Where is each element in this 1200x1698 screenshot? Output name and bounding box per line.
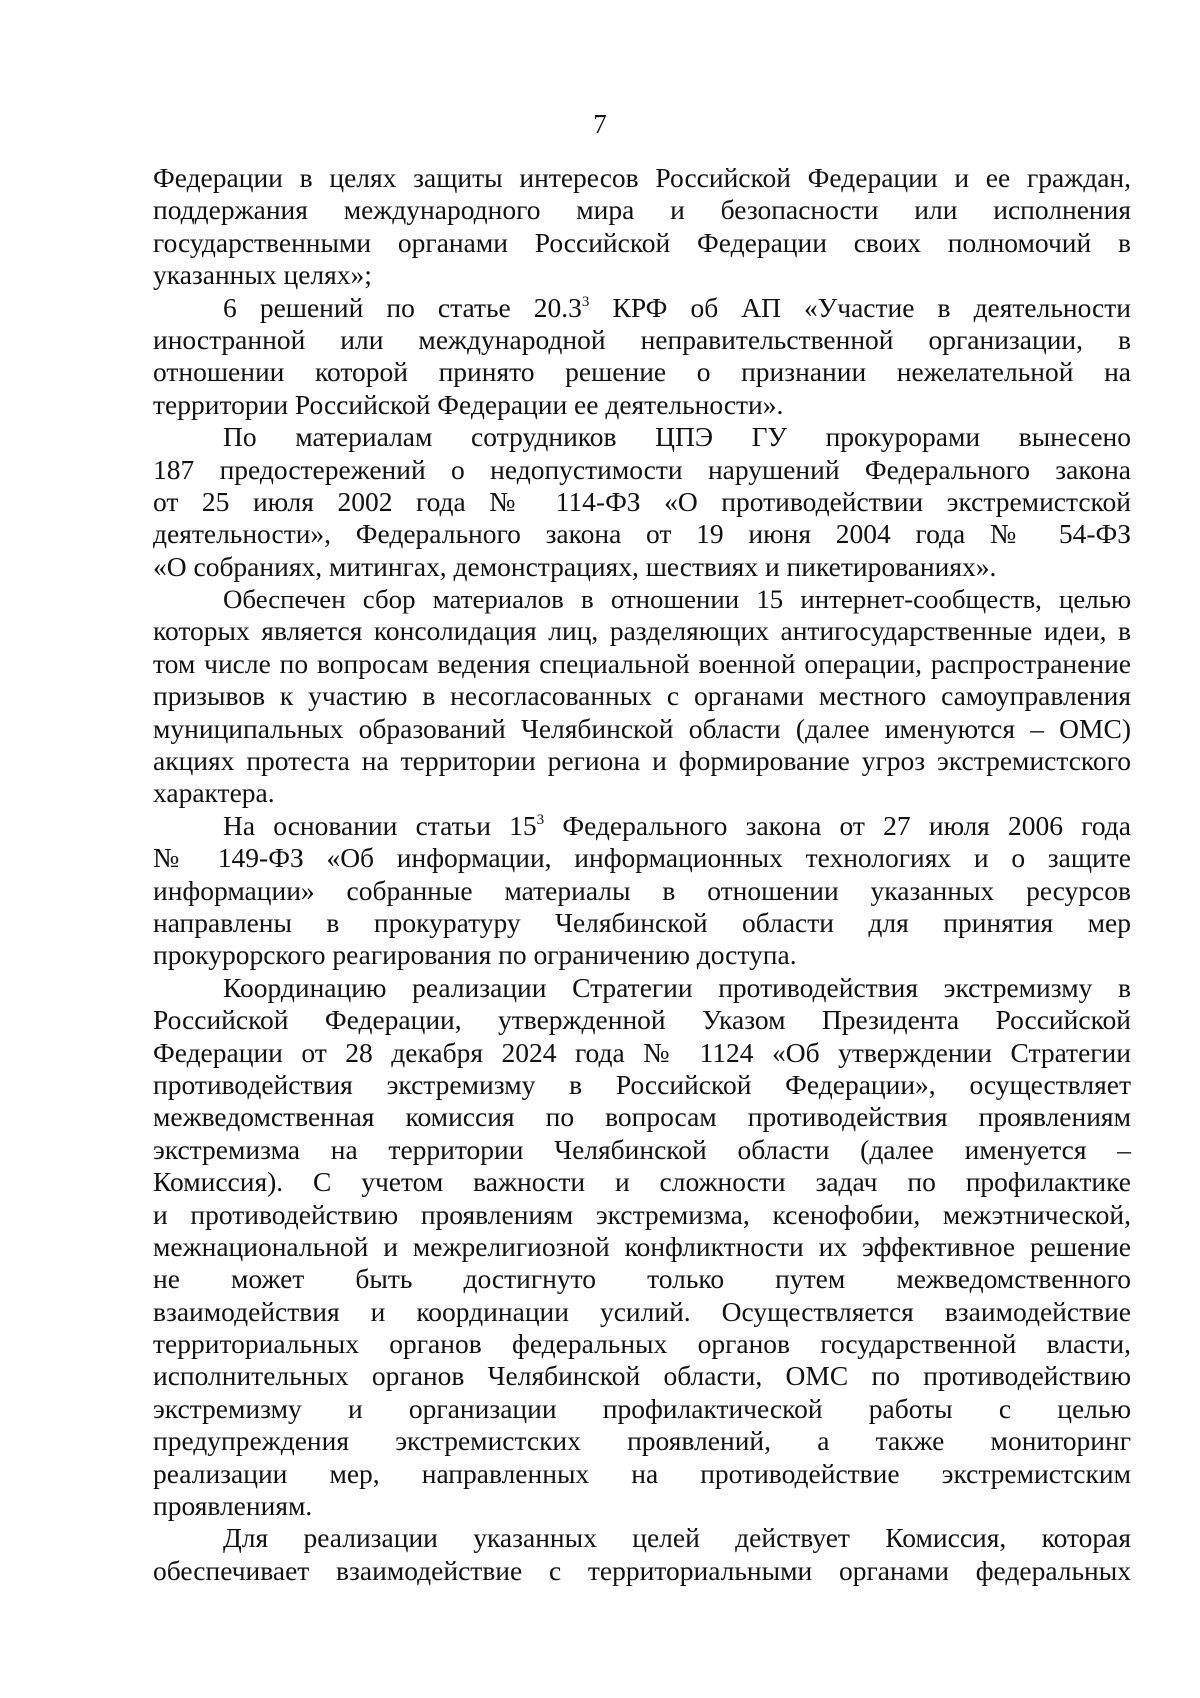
text-line: реализации мер, направленных на противодействие экстремистским xyxy=(153,1457,1131,1489)
text-line: направлены в прокуратуру Челябинской области для принятия мер xyxy=(153,906,1131,938)
text-line: Обеспечен сбор материалов в отношении 15 интернет-сообществ, целью xyxy=(223,584,1131,615)
text-line: отношении которой принято решение о признании нежелательной на xyxy=(153,356,1131,388)
text-line: призывов к участию в несогласованных с органами местного самоуправления xyxy=(153,680,1131,712)
text-line: экстремизма на территории Челябинской области (далее именуется – xyxy=(153,1133,1131,1165)
text-line: Федерации от 28 декабря 2024 года № 1124 «Об утверждении Стратегии xyxy=(153,1036,1131,1068)
text-line: 187 предостережений о недопустимости нарушений Федерального закона xyxy=(153,453,1131,485)
text-line: межнациональной и межрелигиозной конфликтности их эффективное решение xyxy=(153,1230,1131,1262)
document-body xyxy=(153,162,1131,1587)
text-line: территориальных органов федеральных органов государственной власти, xyxy=(153,1328,1131,1360)
superscript: 3 xyxy=(536,811,545,828)
page-number: 7 xyxy=(593,109,607,139)
text-line: проявлениям. xyxy=(153,1490,313,1522)
text-line: исполнительных органов Челябинской области, ОМС по противодействию xyxy=(153,1360,1131,1392)
text-line: «О собраниях, митингах, демонстрациях, шествиях и пикетированиях». xyxy=(153,550,997,582)
text-line: Комиссия). С учетом важности и сложности задач по профилактике xyxy=(153,1166,1131,1198)
text-line: На основании статьи $15^3$ Федерального закона от 27 июля 2006 года xyxy=(223,809,1131,841)
text-line: 6 решений по статье 20.3$^3$ КРФ об АП «Участие в деятельности xyxy=(223,291,1131,323)
text-line: Для реализации указанных целей действует Комиссия, которая xyxy=(223,1522,1131,1554)
text-line: поддержания международного мира и безопасности или исполнения xyxy=(153,194,1131,226)
text-line: прокурорского реагирования по ограничению доступа. xyxy=(153,939,797,971)
text-line: № 149-ФЗ «Об информации, информационных технологиях и о защите xyxy=(153,842,1131,874)
text-line: том числе по вопросам ведения специальной военной операции, распространение xyxy=(153,647,1131,679)
text-line: и противодействию проявлениям экстремизма, ксенофобии, межэтнической, xyxy=(153,1198,1131,1230)
text-line: указанных целях»; xyxy=(153,259,372,291)
text-line: экстремизму и организации профилактической работы с целью xyxy=(153,1392,1131,1424)
text-line: противодействия экстремизму в Российской Федерации», осуществляет xyxy=(153,1068,1131,1100)
text-line: характера. xyxy=(153,777,275,809)
text-line: Российской Федерации, утвержденной Указом Президента Российской xyxy=(153,1004,1131,1036)
text-line: территории Российской Федерации ее деятельности». xyxy=(153,388,784,420)
text-line: межведомственная комиссия по вопросам противодействия проявлениям xyxy=(153,1101,1131,1133)
text-line: не может быть достигнуто только путем межведомственного xyxy=(153,1263,1131,1295)
text-line: взаимодействия и координации усилий. Осуществляется взаимодействие xyxy=(153,1295,1131,1327)
text-line: иностранной или международной неправительственной организации, в xyxy=(153,323,1131,355)
text-line: акциях протеста на территории региона и формирование угроз экстремистского xyxy=(153,745,1131,777)
superscript: 3 xyxy=(581,293,590,310)
text-line: которых является консолидация лиц, разделяющих антигосударственные идеи, в xyxy=(153,615,1131,647)
text-line: предупреждения экстремистских проявлений, а также мониторинг xyxy=(153,1425,1131,1457)
text-line: Координацию реализации Стратегии противодействия экстремизму в xyxy=(223,971,1131,1003)
text-line: муниципальных образований Челябинской области (далее именуются – ОМС) xyxy=(153,712,1131,744)
text-line: По материалам сотрудников ЦПЭ ГУ прокурорами вынесено xyxy=(223,421,1131,453)
text-line: обеспечивает взаимодействие с территориальными органами федеральных xyxy=(153,1554,1131,1586)
text-line: информации» собранные материалы в отношении указанных ресурсов xyxy=(153,874,1131,906)
text-line: деятельности», Федерального закона от 19 июня 2004 года № 54-ФЗ xyxy=(153,518,1131,550)
text-line: Федерации в целях защиты интересов Российской Федерации и ее граждан, xyxy=(153,162,1131,193)
text-line: от 25 июля 2002 года № 114-ФЗ «О противодействии экстремистской xyxy=(153,485,1131,517)
text-line: государственными органами Российской Федерации своих полномочий в xyxy=(153,226,1131,258)
